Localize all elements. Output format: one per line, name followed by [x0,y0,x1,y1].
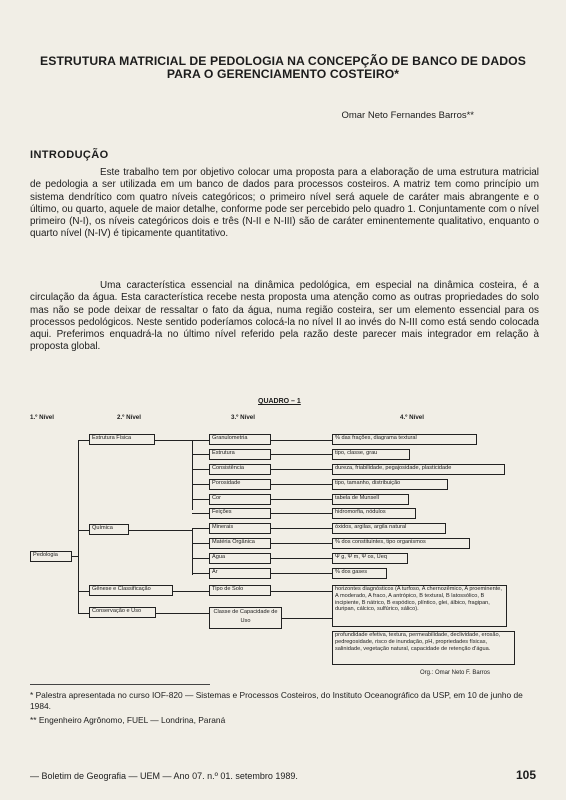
quadro-title: QUADRO – 1 [258,398,301,405]
n3-box: Granulometria [209,434,271,445]
n4-box: óxidos, argilas, argila natural [332,523,446,534]
n4-box: % das frações, diagrama textural [332,434,477,445]
body-paragraph: Uma característica essencial na dinâmica pedológica, em especial na dinâmica costeira, é a circulação da água. Esta característica recebe nesta proposta uma atenção como as outras propriedades do solo mas não se pode deixar de ressaltar o fato da água, numa região costeira, ser um elemento essencial para os processos pedológicos. Neste sentido poderíamos colocá-la no nível II ao invés do N-III como está sendo colocada aqui. Preferimos enquadrá-la no último nível referido pela razão deste parecer mais integrador em relação à proposta global. [30,280,539,353]
n3-box: Matéria Orgânica [209,538,271,549]
n4-box: % dos gases [332,568,387,579]
n4-box: tipo, tamanho, distribuição [332,479,448,490]
n3-box: Cor [209,494,271,505]
n4-box: profundidade efetiva, textura, permeabilidade, declividade, erosão, pedregosidade, risco de inundação, pH, propriedades físicas, salinidade, vegetação natural, capacidade de retenção d'água. [332,631,515,665]
n4-box: Ψ g, Ψ m, Ψ os, Ueq [332,553,408,564]
n3-box: Minerais [209,523,271,534]
quadro-credit: Org.: Omar Neto F. Barros [420,670,491,676]
n3-box: Ar [209,568,271,579]
n3-box: Água [209,553,271,564]
n2-box: Gênese e Classificação [89,585,173,596]
body-paragraph: Este trabalho tem por objetivo colocar uma proposta para a elaboração de uma estrutura matricial de pedologia a ser utilizada em um banco de dados para processos costeiros. A matriz tem como princípio um sistema dendrítico com quatro níveis categóricos; o primeiro nível será aquele de caráter mais abrangente e o último, ou quarto, aquele de maior detalhe, conforme pode ser percebido pelo quadro 1. Conjuntamente com o nível primeiro (N-I), os níveis categóricos dois e três (N-II e N-III) são de caráter eminentemente qualitativo, enquanto o quarto nível (N-IV) é tipicamente quantitativo. [30,167,539,240]
footnote: * Palestra apresentada no curso IOF-820 — Sistemas e Processos Costeiros, do Instituto Oceanográfico da USP, em 10 de junho de 1984. [30,690,523,711]
page-footer: — Boletim de Geografia — UEM — Ano 07. n.º 01. setembro 1989. [30,771,298,781]
footnote-rule [30,684,210,685]
section-heading: INTRODUÇÃO [30,149,109,161]
n2-box: Conservação e Uso [89,607,156,618]
author-name: Omar Neto Fernandes Barros** [341,110,474,121]
n4-box: tabela de Munsell [332,494,409,505]
n3-box: Porosidade [209,479,271,490]
level-label: 4.º Nível [400,414,424,421]
n4-box: tipo, classe, grau [332,449,410,460]
n2-box: Química [89,524,129,535]
level-label: 2.º Nível [117,414,141,421]
n3-box: Feições [209,508,271,519]
level-label: 1.º Nível [30,414,54,421]
n3-box: Estrutura [209,449,271,460]
n4-box: dureza, friabilidade, pegajosidade, plasticidade [332,464,505,475]
n4-box: % dos constituintes, tipo organismos [332,538,470,549]
n4-box: hidromorfia, nódulos [332,508,416,519]
n1-box: Pedologia [30,551,72,562]
footnote: ** Engenheiro Agrônomo, FUEL — Londrina, Paraná [30,715,226,725]
level-label: 3.º Nível [231,414,255,421]
n3-box: Tipo de Solo [209,585,271,596]
article-title: ESTRUTURA MATRICIAL DE PEDOLOGIA NA CONCEPÇÃO DE BANCO DE DADOS PARA O GERENCIAMENTO COSTEIRO* [40,54,526,81]
page-number: 105 [515,768,536,782]
n4-box: horizontes diagnósticos (A turfoso, A chernozêmico, A proeminente, A moderado, A fraco, A antrópico, B textural, B latossólico, B incipiente, B nátrico, B espódico, plíntico, glei, álbico, fragipan, duripan, cálcico, sulfúrico, sálico). [332,585,507,627]
n2-box: Estrutura Física [89,434,155,445]
n3-box: Classe de Capacidade de Uso [209,607,282,629]
n3-box: Consistência [209,464,271,475]
